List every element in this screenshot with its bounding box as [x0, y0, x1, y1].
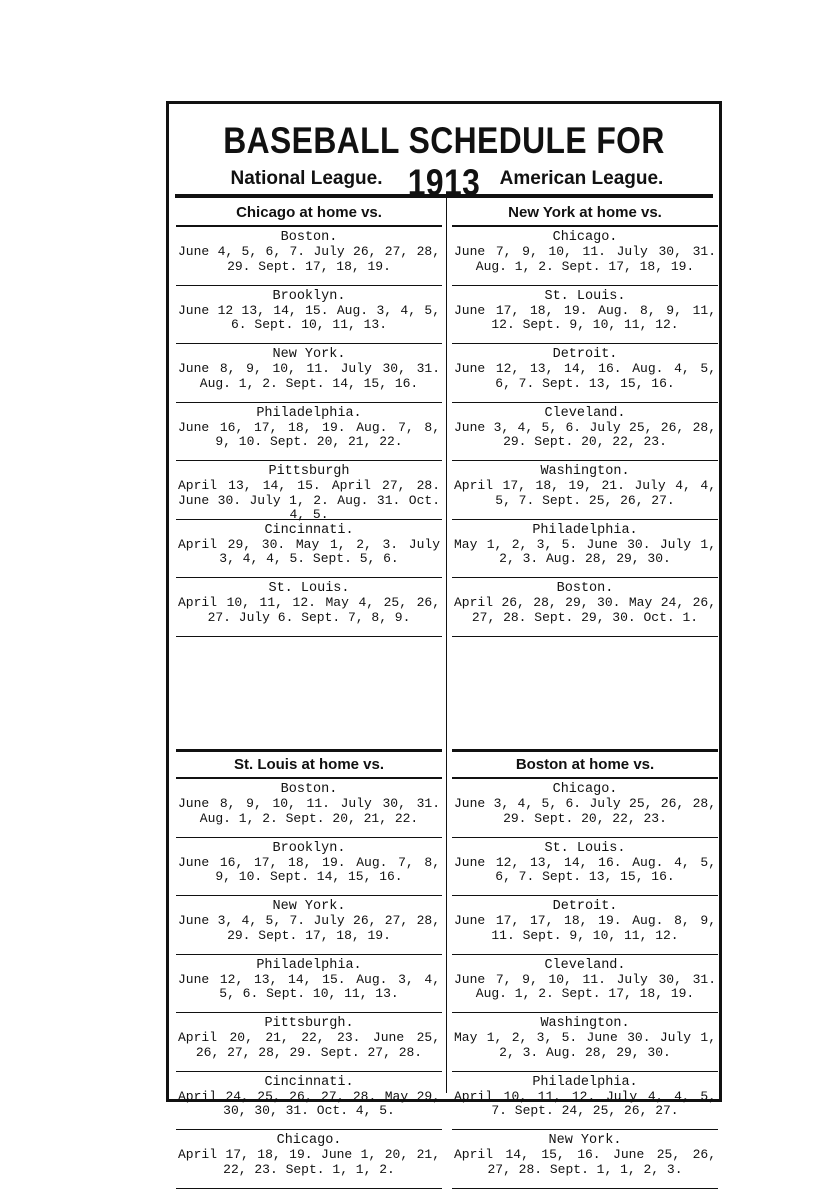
game-dates: May 1, 2, 3, 5. June 30. July 1, 2, 3. Aug. 28, 29, 30. — [454, 1030, 716, 1060]
schedule-entry — [452, 955, 718, 1014]
game-dates: June 3, 4, 5, 7. July 26, 27, 28, 29. Sept. 17, 18, 19. — [178, 913, 440, 943]
schedule-entry — [176, 461, 442, 520]
section-chicago-home — [176, 200, 442, 637]
game-dates: June 16, 17, 18, 19. Aug. 7, 8, 9, 10. Sept. 14, 15, 16. — [178, 854, 440, 884]
game-dates: June 12, 13, 14, 16. Aug. 4, 5, 6, 7. Sept. 13, 15, 16. — [454, 854, 716, 884]
game-dates: June 12, 13, 14, 16. Aug. 4, 5, 6, 7. Sept. 13, 15, 16. — [454, 361, 716, 391]
opponent-name: Detroit. — [552, 347, 618, 362]
schedule-entry — [452, 520, 718, 579]
game-dates: June 7, 9, 10, 11. July 30, 31. Aug. 1, 2. Sept. 17, 18, 19. — [454, 971, 716, 1001]
opponent-name: Chicago. — [552, 230, 618, 245]
game-dates: June 7, 9, 10, 11. July 30, 31. Aug. 1, 2. Sept. 17, 18, 19. — [454, 244, 716, 274]
opponent-name: St. Louis. — [544, 288, 626, 304]
opponent-name: Washington. — [540, 1016, 630, 1031]
schedule-entry — [452, 838, 718, 897]
schedule-entry — [452, 896, 718, 955]
game-dates: April 24, 25, 26, 27, 28. May 29, 30, 30, 31. Oct. 4, 5. — [178, 1088, 440, 1118]
schedule-entry — [452, 1072, 718, 1131]
opponent-name: St. Louis. — [268, 581, 350, 596]
game-dates: May 1, 2, 3, 5. June 30. July 1, 2, 3. Aug. 28, 29, 30. — [454, 536, 716, 566]
game-dates: April 20, 21, 22, 23. June 25, 26, 27, 28, 29. Sept. 27, 28. — [178, 1030, 440, 1060]
schedule-frame — [166, 101, 722, 1177]
game-dates: June 16, 17, 18, 19. Aug. 7, 8, 9, 10. Sept. 20, 21, 22. — [178, 419, 440, 449]
schedule-entry — [176, 578, 442, 637]
opponent-name: Cleveland. — [544, 957, 626, 973]
opponent-name: Cincinnati. — [264, 522, 354, 538]
game-dates: April 29, 30. May 1, 2, 3. July 3, 4, 4, 5. Sept. 5, 6. — [178, 536, 440, 566]
section-heading: St. Louis at home vs. — [176, 749, 442, 779]
opponent-name: St. Louis. — [544, 840, 626, 856]
opponent-name: Philadelphia. — [532, 1074, 638, 1090]
page-title: BASEBALL SCHEDULE FOR 1913 — [223, 120, 665, 203]
opponent-name: Pittsburgh. — [264, 1016, 354, 1031]
opponent-name: Boston. — [280, 230, 338, 245]
schedule-entry — [452, 1013, 718, 1072]
schedule-entry — [176, 1072, 442, 1131]
opponent-name: Brooklyn. — [272, 288, 346, 304]
schedule-entry — [452, 578, 718, 637]
schedule-entry — [452, 779, 718, 838]
opponent-name: Pittsburgh — [268, 464, 350, 479]
schedule-entry — [176, 779, 442, 838]
opponent-name: Philadelphia. — [256, 957, 362, 973]
opponent-name: Detroit. — [552, 899, 618, 914]
opponent-name: New York. — [272, 347, 346, 362]
game-dates: June 3, 4, 5, 6. July 25, 26, 28, 29. Sept. 20, 22, 23. — [454, 419, 716, 449]
schedule-entry — [176, 403, 442, 462]
opponent-name: Boston. — [556, 581, 614, 596]
schedule-entry — [452, 403, 718, 462]
game-dates: June 8, 9, 10, 11. July 30, 31. Aug. 1, 2. Sept. 20, 21, 22. — [178, 796, 440, 826]
game-dates: June 4, 5, 6, 7. July 26, 27, 28, 29. Sept. 17, 18, 19. — [178, 244, 440, 274]
schedule-entry — [452, 344, 718, 403]
schedule-entry — [452, 461, 718, 520]
section-heading: Chicago at home vs. — [176, 200, 442, 227]
opponent-name: Chicago. — [552, 782, 618, 797]
game-dates: April 13, 14, 15. April 27, 28. June 30. July 1, 2. Aug. 31. Oct. 4, 5. — [178, 478, 440, 522]
opponent-name: Philadelphia. — [532, 522, 638, 538]
schedule-entry — [176, 1013, 442, 1072]
schedule-entry — [452, 1130, 718, 1189]
opponent-name: Cleveland. — [544, 405, 626, 421]
game-dates: April 10, 11, 12. May 4, 25, 26, 27. July 6. Sept. 7, 8, 9. — [178, 595, 440, 625]
game-dates: April 26, 28, 29, 30. May 24, 26, 27, 28. Sept. 29, 30. Oct. 1. — [454, 595, 716, 625]
game-dates: April 14, 15, 16. June 25, 26, 27, 28. Sept. 1, 1, 2, 3. — [454, 1147, 716, 1177]
opponent-name: Washington. — [540, 464, 630, 479]
opponent-name: Brooklyn. — [272, 840, 346, 856]
schedule-entry — [176, 896, 442, 955]
game-dates: June 17, 17, 18, 19. Aug. 8, 9, 11. Sept. 9, 10, 11, 12. — [454, 913, 716, 943]
schedule-entry — [176, 344, 442, 403]
game-dates: June 12, 13, 14, 15. Aug. 3, 4, 5, 6. Sept. 10, 11, 13. — [178, 971, 440, 1001]
column-divider — [446, 198, 447, 1093]
opponent-name: New York. — [548, 1133, 622, 1148]
opponent-name: Cincinnati. — [264, 1074, 354, 1090]
national-league-heading: National League. — [230, 168, 383, 189]
section-heading: New York at home vs. — [452, 200, 718, 227]
game-dates: June 8, 9, 10, 11. July 30, 31. Aug. 1, 2. Sept. 14, 15, 16. — [178, 361, 440, 391]
schedule-entry — [176, 227, 442, 286]
schedule-entry — [176, 1130, 442, 1189]
game-dates: April 17, 18, 19, 21. July 4, 4, 5, 7. Sept. 25, 26, 27. — [454, 478, 716, 508]
section-heading: Boston at home vs. — [452, 749, 718, 779]
section-newyork-home — [452, 200, 718, 637]
game-dates: June 12 13, 14, 15. Aug. 3, 4, 5, 6. Sept. 10, 11, 13. — [178, 302, 440, 332]
opponent-name: Boston. — [280, 782, 338, 797]
schedule-entry — [176, 838, 442, 897]
american-league-heading: American League. — [499, 168, 664, 189]
section-boston-home — [452, 749, 718, 1189]
schedule-entry — [176, 520, 442, 579]
section-stlouis-home — [176, 749, 442, 1189]
schedule-entry — [452, 227, 718, 286]
game-dates: April 10, 11, 12. July 4, 4, 5, 7. Sept. 24, 25, 26, 27. — [454, 1088, 716, 1118]
game-dates: June 17, 18, 19. Aug. 8, 9, 11, 12. Sept. 9, 10, 11, 12. — [454, 302, 716, 332]
opponent-name: New York. — [272, 899, 346, 914]
schedule-entry — [452, 286, 718, 345]
game-dates: June 3, 4, 5, 6. July 25, 26, 28, 29. Sept. 20, 22, 23. — [454, 796, 716, 826]
header-rule — [175, 194, 713, 198]
opponent-name: Philadelphia. — [256, 405, 362, 421]
game-dates: April 17, 18, 19. June 1, 20, 21, 22, 23. Sept. 1, 1, 2. — [178, 1147, 440, 1177]
schedule-entry — [176, 955, 442, 1014]
schedule-entry — [176, 286, 442, 345]
opponent-name: Chicago. — [276, 1133, 342, 1148]
